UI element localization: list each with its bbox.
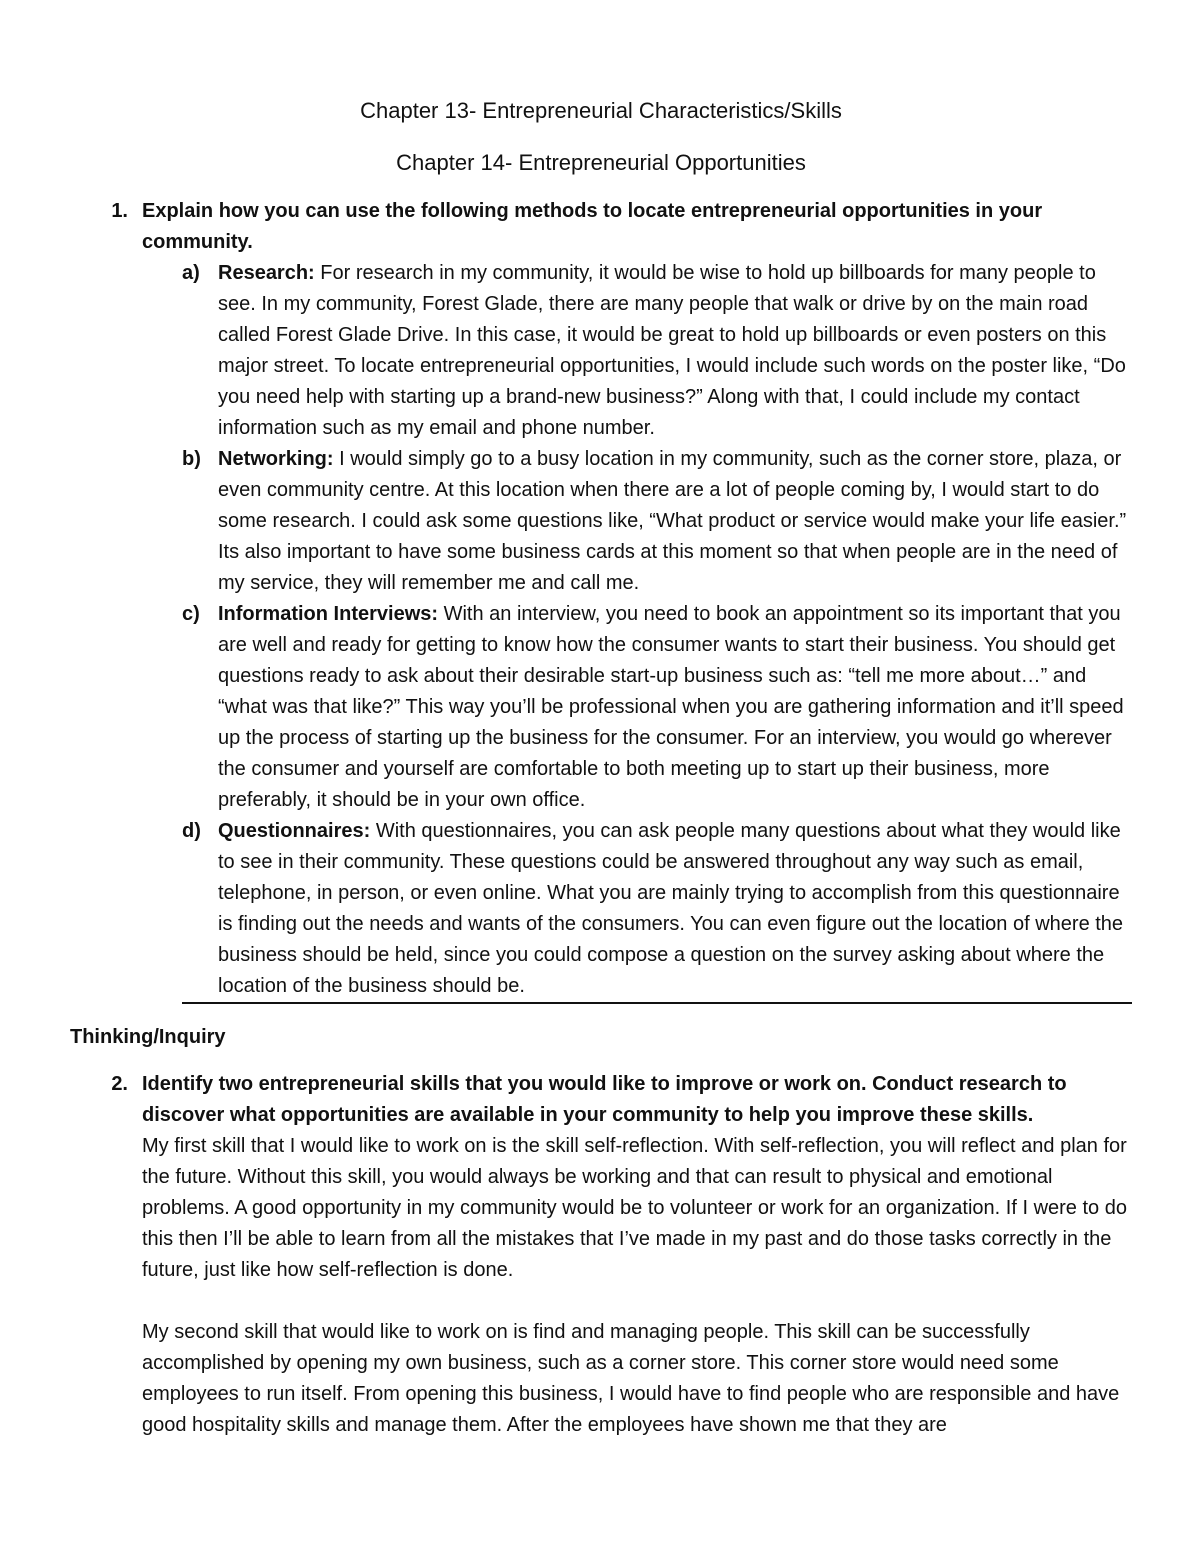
document-page <box>70 96 1132 1441</box>
item-term: Networking: <box>218 448 334 470</box>
item-text: With an interview, you need to book an appointment so its important that you are well and ready for getting to know how the consumer wants to start their business. You should get questions ready to ask about their desirable start-up business such as: “tell me more about…” and “what was that like?” This way you’ll be professional when you are gathering information and it’ll speed up the process of starting up the business for the consumer. For an interview, you would go wherever the consumer and yourself are comfortable to both meeting up to start up their business, more preferably, it should be in your own office. <box>218 603 1124 811</box>
answer-item-information-interviews <box>182 599 1132 816</box>
item-letter: a) <box>182 262 200 284</box>
question-2 <box>70 1069 1132 1131</box>
question-1 <box>70 196 1132 258</box>
chapter-14-title: Chapter 14- Entrepreneurial Opportunities <box>396 150 806 175</box>
answer-paragraph-1: My first skill that I would like to work on is the skill self-reflection. With self-reflection, you will reflect and plan for the future. Without this skill, you would always be working and that can result to physical and emotional problems. A good opportunity in my community would be to volunteer or work for an organization. If I were to do this then I’ll be able to learn from all the mistakes that I’ve made in my past and do those tasks correctly in the future, just like how self-reflection is done. <box>142 1135 1127 1281</box>
item-letter: b) <box>182 448 201 470</box>
item-term: Research: <box>218 262 315 284</box>
question-1-prompt: Explain how you can use the following methods to locate entrepreneurial opportunities in your community. <box>142 200 1043 253</box>
section-heading: Thinking/Inquiry <box>70 1026 226 1048</box>
item-term: Information Interviews: <box>218 603 439 625</box>
answer-item-research <box>182 258 1132 444</box>
item-term: Questionnaires: <box>218 820 371 842</box>
item-letter: c) <box>182 603 200 625</box>
question-2-number: 2. <box>111 1073 128 1095</box>
answer-item-questionnaires <box>182 816 1132 1002</box>
answer-item-networking <box>182 444 1132 599</box>
chapter-13-title: Chapter 13- Entrepreneurial Characteristics/Skills <box>360 98 842 123</box>
item-letter: d) <box>182 820 201 842</box>
question-1-number: 1. <box>111 200 128 222</box>
question-2-prompt: Identify two entrepreneurial skills that you would like to improve or work on. Conduct research to discover what opportunities are available in your community to help you improve these skills. <box>142 1073 1067 1126</box>
item-text: For research in my community, it would be wise to hold up billboards for many people to see. In my community, Forest Glade, there are many people that walk or drive by on the main road called Forest Glade Drive. In this case, it would be great to hold up billboards or even posters on this major street. To locate entrepreneurial opportunities, I would include such words on the poster like, “Do you need help with starting up a brand-new business?” Along with that, I could include my contact information such as my email and phone number. <box>218 262 1126 439</box>
item-text: I would simply go to a busy location in my community, such as the corner store, plaza, or even community centre. At this location when there are a lot of people coming by, I would start to do some research. I could ask some questions like, “What product or service would make your life easier.” Its also important to have some business cards at this moment so that when people are in the need of my service, they will remember me and call me. <box>218 448 1127 594</box>
item-text: With questionnaires, you can ask people many questions about what they would like to see in their community. These questions could be answered throughout any way such as email, telephone, in person, or even online. What you are mainly trying to accomplish from this questionnaire is finding out the needs and wants of the consumers. You can even figure out the location of where the business should be held, since you could compose a question on the survey asking about where the location of the business should be. <box>218 820 1124 997</box>
section-divider <box>182 1002 1132 1004</box>
answer-paragraph-2: My second skill that would like to work on is find and managing people. This skill can be successfully accomplished by opening my own business, such as a corner store. This corner store would need some employees to run itself. From opening this business, I would have to find people who are responsible and have good hospitality skills and manage them. After the employees have shown me that they are <box>142 1321 1120 1436</box>
